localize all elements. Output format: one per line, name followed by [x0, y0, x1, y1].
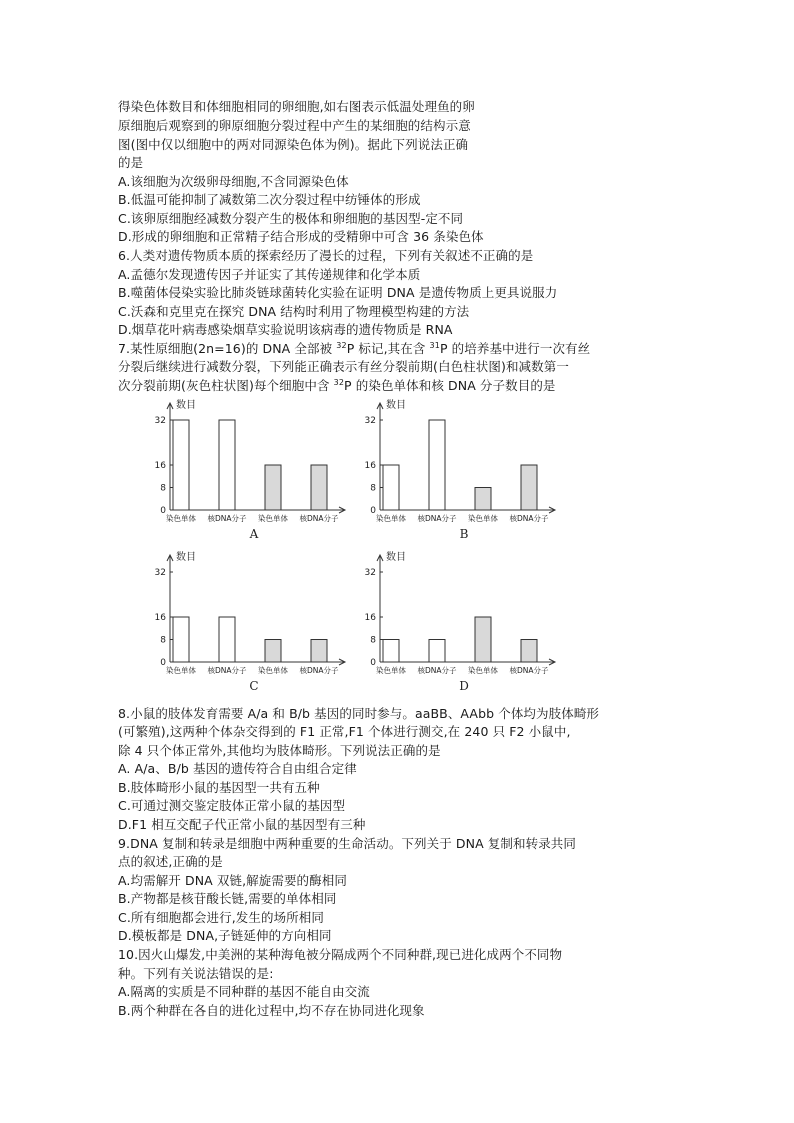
q7-text: 次分裂前期(灰色柱状图)每个细胞中含: [118, 378, 334, 393]
isotope-superscript: 32: [336, 340, 347, 350]
x-category-label: 核DNA分子: [417, 514, 457, 523]
q7-text: P 标记,其在含: [346, 341, 430, 356]
y-tick-label: 32: [364, 416, 376, 426]
x-category-label: 核DNA分子: [509, 666, 549, 675]
q8-option-a: A. A/a、B/b 基因的遗传符合自由组合定律: [118, 761, 357, 776]
bar-white: [383, 640, 399, 663]
q7-stem-line1: [118, 340, 590, 357]
y-tick-label: 16: [154, 613, 166, 623]
intro-line: 的是: [118, 155, 144, 170]
bar-white: [219, 617, 235, 662]
bar-gray: [311, 640, 327, 663]
q10-stem-line: 种。下列有关说法错误的是:: [118, 966, 274, 981]
q7-stem-line2: 分裂后继续进行减数分裂，下列能正确表示有丝分裂前期(白色柱状图)和减数第一: [118, 359, 569, 374]
panel-label: A: [249, 527, 259, 541]
x-category-label: 染色单体: [258, 514, 288, 523]
panel-label: D: [459, 679, 469, 693]
x-category-label: 染色单体: [468, 514, 498, 523]
x-category-label: 染色单体: [166, 514, 196, 523]
y-axis-label: 数目: [176, 552, 196, 563]
x-category-label: 核DNA分子: [207, 514, 247, 523]
bar-white: [429, 640, 445, 663]
bar-gray: [475, 488, 491, 511]
q7-stem-line3: [118, 377, 556, 394]
x-category-label: 染色单体: [376, 666, 406, 675]
panel-label: C: [249, 679, 259, 693]
q9-option-b: B.产物都是核苷酸长链,需要的单体相同: [118, 891, 337, 906]
y-tick-label: 0: [370, 506, 376, 516]
y-tick-label: 0: [370, 658, 376, 668]
y-tick-label: 32: [154, 416, 166, 426]
q5-option-a: A.该细胞为次级卵母细胞,不含同源染色体: [118, 174, 349, 189]
q9-option-c: C.所有细胞都会进行,发生的场所相同: [118, 910, 324, 925]
q5-option-c: C.该卵原细胞经减数分裂产生的极体和卵细胞的基因型-定不同: [118, 211, 464, 226]
x-category-label: 核DNA分子: [417, 666, 457, 675]
q6-option-b: B.噬菌体侵染实验比肺炎链球菌转化实验在证明 DNA 是遗传物质上更具说服力: [118, 285, 558, 300]
bar-white: [173, 420, 189, 510]
bar-white: [173, 617, 189, 662]
q9-stem-line: 点的叙述,正确的是: [118, 854, 223, 869]
q9-option-d: D.模板都是 DNA,子链延伸的方向相同: [118, 928, 332, 943]
bar-gray: [265, 640, 281, 663]
y-tick-label: 8: [370, 483, 376, 494]
x-category-label: 核DNA分子: [299, 666, 339, 675]
y-tick-label: 16: [364, 461, 376, 471]
isotope-superscript: 32: [333, 377, 345, 387]
intro-line: 得染色体数目和体细胞相同的卵细胞,如右图表示低温处理鱼的卵: [118, 99, 475, 114]
bar-white: [219, 420, 235, 510]
q9-stem-line: 9.DNA 复制和转录是细胞中两种重要的生命活动。下列关于 DNA 复制和转录共同: [118, 836, 577, 851]
bar-gray: [265, 465, 281, 510]
q7-text: P 的染色单体和核 DNA 分子数目的是: [344, 378, 556, 393]
x-category-label: 核DNA分子: [299, 514, 339, 523]
x-category-label: 染色单体: [166, 666, 196, 675]
y-axis-label: 数目: [176, 400, 196, 411]
bar-white: [383, 465, 399, 510]
y-axis-label: 数目: [386, 400, 406, 411]
x-category-label: 染色单体: [376, 514, 406, 523]
y-tick-label: 32: [154, 568, 166, 578]
y-tick-label: 32: [364, 568, 376, 578]
chart-panel-d: [358, 546, 568, 698]
y-tick-label: 0: [160, 506, 166, 516]
q5-option-d: D.形成的卵细胞和正常精子结合形成的受精卵中可含 36 条染色体: [118, 229, 484, 244]
chart-panel-b: [358, 394, 568, 546]
bar-white: [429, 420, 445, 510]
bar-gray: [311, 465, 327, 510]
x-category-label: 核DNA分子: [509, 514, 549, 523]
y-tick-label: 8: [160, 483, 166, 494]
x-category-label: 核DNA分子: [207, 666, 247, 675]
chart-panel-a: [148, 394, 358, 546]
y-axis-label: 数目: [386, 552, 406, 563]
y-tick-label: 16: [154, 461, 166, 471]
q6-option-a: A.孟德尔发现遗传因子并证实了其传递规律和化学本质: [118, 267, 421, 282]
q8-stem-line: 8.小鼠的肢体发育需要 A/a 和 B/b 基因的同时参与。aaBB、AAbb 个体均为肢体畸形: [118, 706, 600, 721]
q7-text: 7.某性原细胞(2n=16)的 DNA 全部被: [118, 341, 337, 356]
y-tick-label: 8: [370, 635, 376, 646]
q6-stem: 6.人类对遗传物质本质的探索经历了漫长的过程，下列有关叙述不正确的是: [118, 248, 534, 263]
y-tick-label: 0: [160, 658, 166, 668]
q10-stem-line: 10.因火山爆发,中美洲的某种海龟被分隔成两个不同种群,现已进化成两个不同物: [118, 947, 563, 962]
q8-option-d: D.F1 相互交配子代正常小鼠的基因型有三种: [118, 817, 366, 832]
q9-option-a: A.均需解开 DNA 双链,解旋需要的酶相同: [118, 873, 347, 888]
bar-gray: [521, 640, 537, 663]
q5-option-b: B.低温可能抑制了减数第二次分裂过程中纺锤体的形成: [118, 192, 421, 207]
q6-option-d: D.烟草花叶病毒感染烟草实验说明该病毒的遗传物质是 RNA: [118, 322, 453, 337]
q8-option-b: B.肢体畸形小鼠的基因型一共有五种: [118, 780, 320, 795]
bar-gray: [475, 617, 491, 662]
q6-option-c: C.沃森和克里克在探究 DNA 结构时利用了物理模型构建的方法: [118, 304, 470, 319]
intro-line: 原细胞后观察到的卵原细胞分裂过程中产生的某细胞的结构示意: [118, 118, 471, 133]
q10-option-b: B.两个种群在各自的进化过程中,均不存在协同进化现象: [118, 1003, 425, 1018]
isotope-superscript: 31: [429, 340, 440, 350]
intro-line: 图(图中仅以细胞中的两对同源染色体为例)。据此下列说法正确: [118, 137, 469, 152]
x-category-label: 染色单体: [258, 666, 288, 675]
panel-label: B: [459, 527, 469, 541]
q10-option-a: A.隔离的实质是不同种群的基因不能自由交流: [118, 984, 370, 999]
y-tick-label: 16: [364, 613, 376, 623]
chart-panel-c: [148, 546, 358, 698]
q7-text: P 的培养基中进行一次有丝: [439, 341, 591, 356]
y-tick-label: 8: [160, 635, 166, 646]
x-category-label: 染色单体: [468, 666, 498, 675]
bar-gray: [521, 465, 537, 510]
q8-stem-line: 除 4 只个体正常外,其他均为肢体畸形。下列说法正确的是: [118, 743, 441, 758]
q8-option-c: C.可通过测交鉴定肢体正常小鼠的基因型: [118, 798, 346, 813]
q8-stem-line: (可繁殖),这两种个体杂交得到的 F1 正常,F1 个体进行测交,在 240 只 F2 小鼠中,: [118, 724, 571, 739]
